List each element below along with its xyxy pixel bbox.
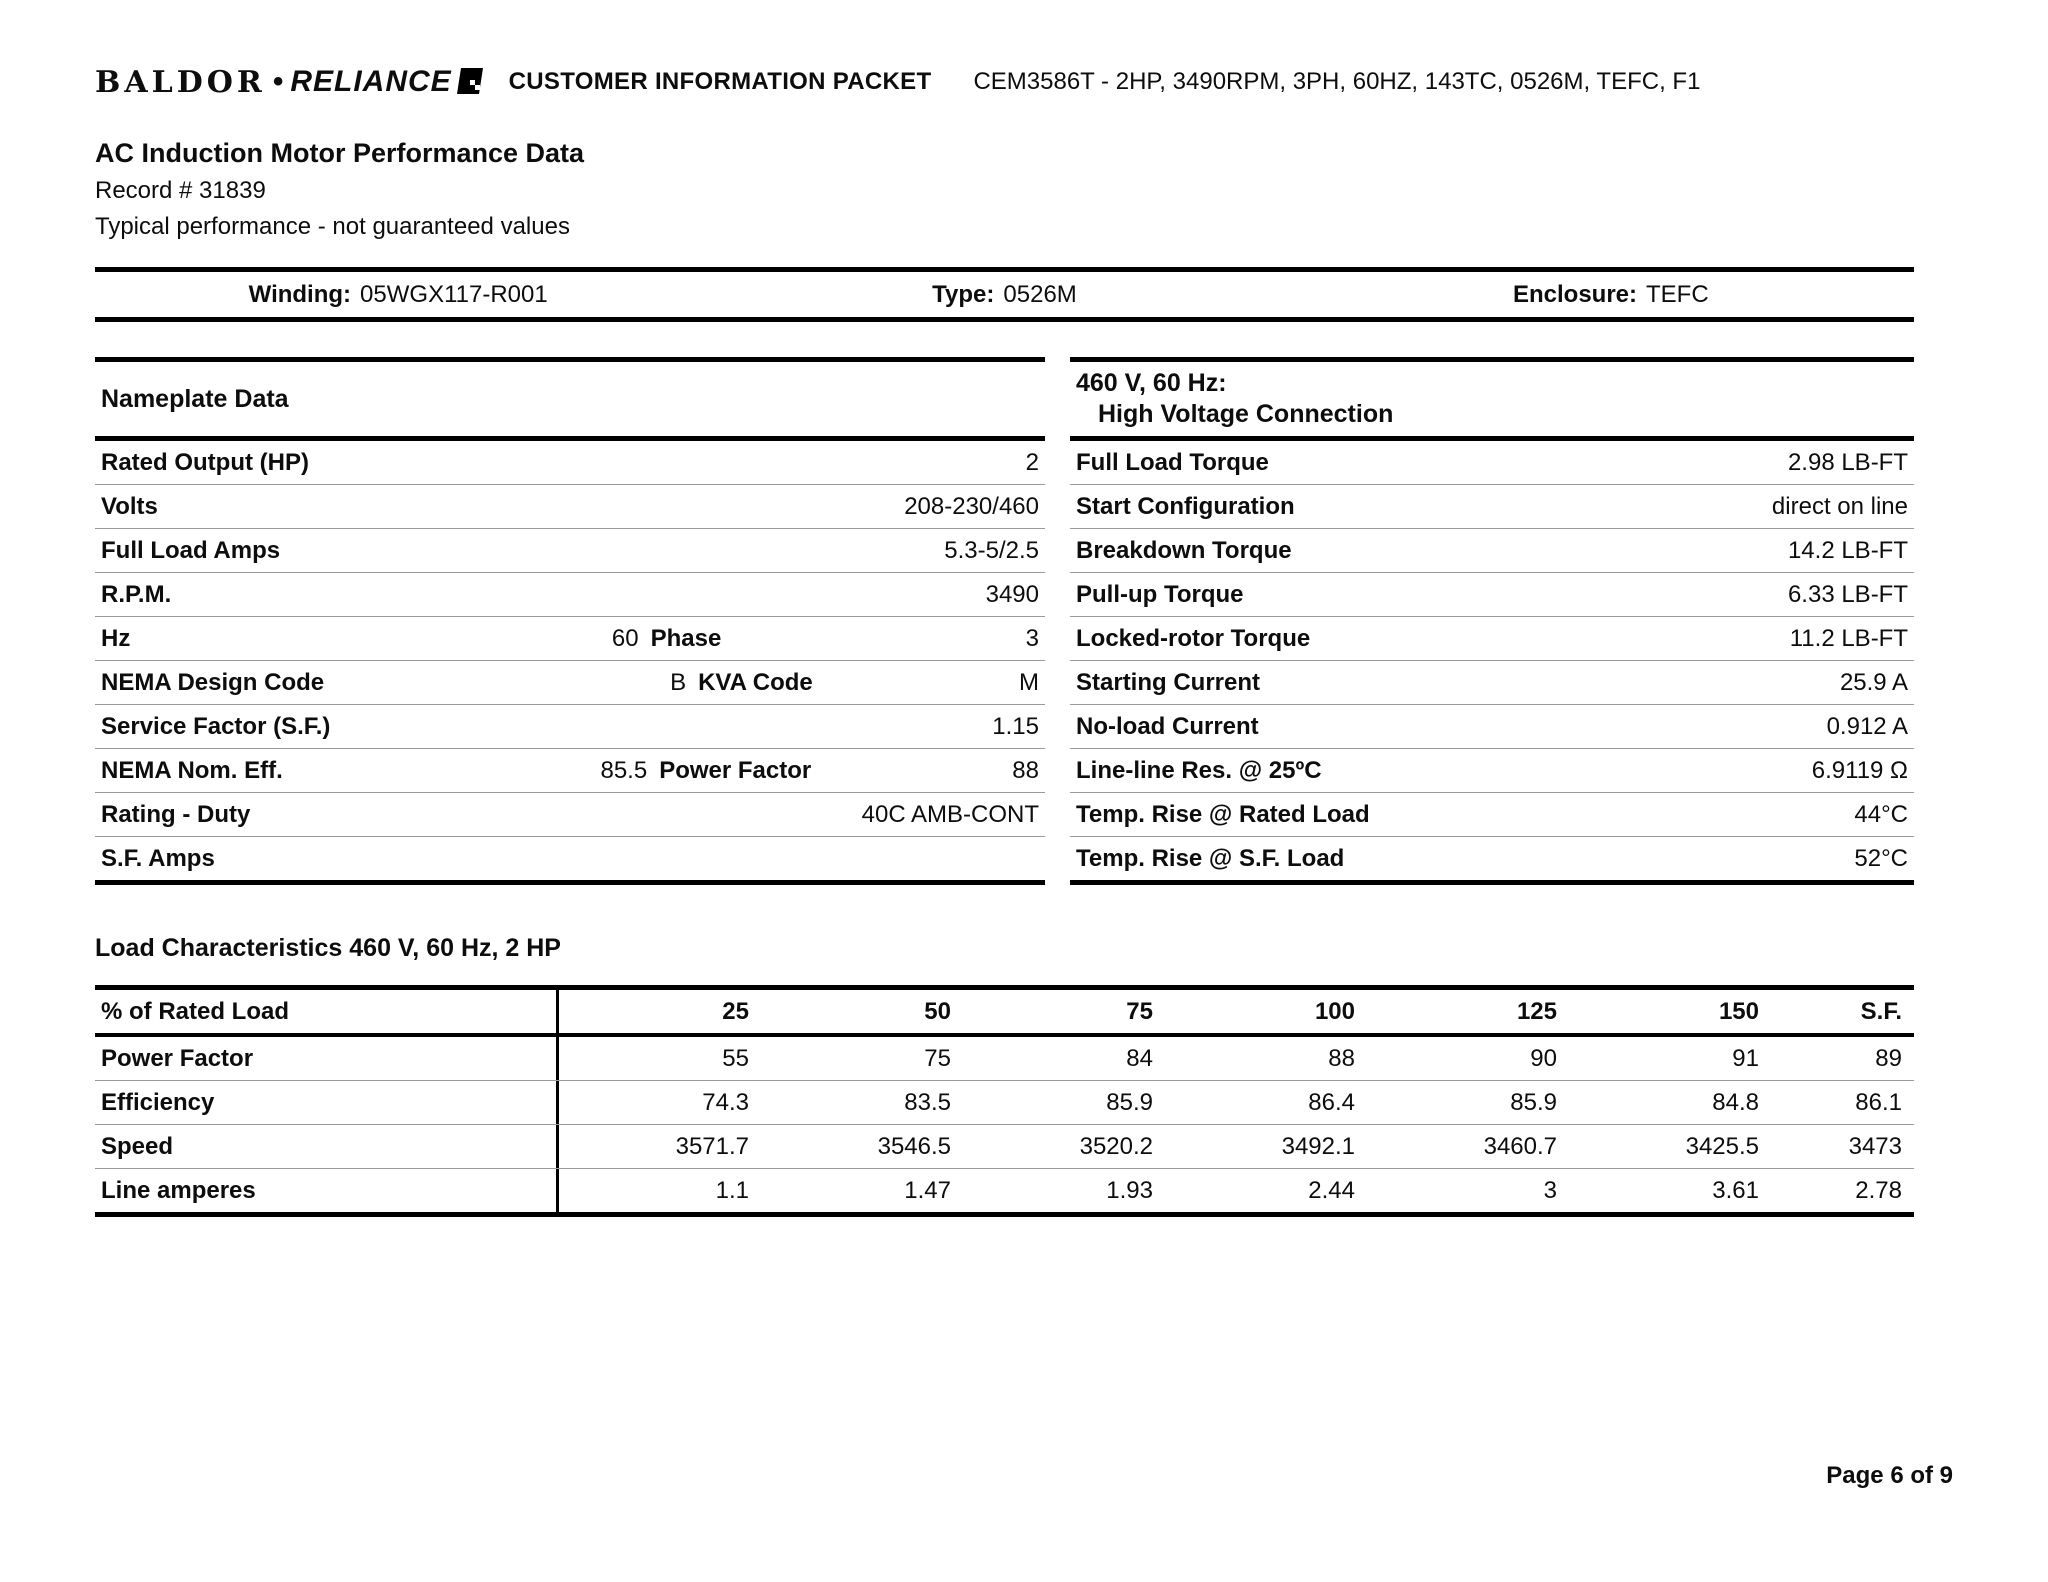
cell-value: 85.9: [1106, 1088, 1153, 1116]
column-header: S.F.: [1860, 997, 1902, 1025]
cell-value: 2.78: [1855, 1176, 1902, 1204]
field-label: Hz: [101, 624, 131, 652]
cell-value: 3492.1: [1281, 1132, 1355, 1160]
field-label: Service Factor (S.F.): [101, 712, 331, 740]
performance-table-header: [1070, 362, 1914, 441]
type-cell: [701, 281, 1307, 309]
row-label: Line amperes: [95, 1169, 559, 1212]
field-label: Line-line Res. @ 25ºC: [1076, 756, 1322, 784]
field-value: 6.9119 Ω: [1811, 756, 1908, 784]
field-label: KVA Code: [698, 668, 813, 696]
field-value: 14.2 LB-FT: [1787, 536, 1908, 564]
winding-cell: [95, 281, 701, 309]
column-header: 100: [1314, 997, 1355, 1025]
cell-value: 3520.2: [1079, 1132, 1153, 1160]
voltage-header-line1: 460 V, 60 Hz:: [1076, 369, 1227, 397]
field-value: 5.3-5/2.5: [944, 536, 1039, 564]
load-table-header-row: [95, 990, 1914, 1037]
field-value: 25.9 A: [1839, 668, 1908, 696]
page-title: AC Induction Motor Performance Data: [95, 138, 585, 168]
field-label: Temp. Rise @ S.F. Load: [1076, 844, 1345, 872]
nameplate-table-header: Nameplate Data: [95, 362, 1045, 441]
field-value: 88: [1012, 756, 1039, 784]
field-label: Volts: [101, 492, 158, 520]
table-row: [1070, 793, 1914, 837]
enclosure-label: Enclosure:: [1512, 280, 1637, 308]
table-row: [95, 529, 1045, 573]
type-value: 0526M: [1003, 280, 1077, 308]
table-row: [95, 441, 1045, 485]
field-label: Phase: [650, 624, 722, 652]
cell-value: 91: [1732, 1044, 1759, 1072]
table-row: [1070, 661, 1914, 705]
table-row: [1070, 705, 1914, 749]
table-row: [1070, 485, 1914, 529]
row-label: Efficiency: [95, 1081, 559, 1124]
document-header: [95, 60, 1953, 104]
winding-value: 05WGX117-R001: [360, 280, 548, 308]
cell-value: 3.61: [1712, 1176, 1759, 1204]
cell-value: 83.5: [904, 1088, 951, 1116]
row-label: Speed: [95, 1125, 559, 1168]
cell-value: 2.44: [1308, 1176, 1355, 1204]
cell-value: 90: [1530, 1044, 1557, 1072]
table-row: [95, 1081, 1914, 1125]
table-row: [95, 485, 1045, 529]
type-label: Type:: [932, 280, 995, 308]
field-value: B: [670, 668, 687, 696]
field-label: Power Factor: [659, 756, 812, 784]
cell-value: 55: [722, 1044, 749, 1072]
record-number: Record # 31839: [95, 177, 266, 204]
field-label: No-load Current: [1076, 712, 1259, 740]
table-row: [1070, 617, 1914, 661]
voltage-header-line2: High Voltage Connection: [1098, 400, 1394, 428]
field-label: Start Configuration: [1076, 492, 1295, 520]
cell-value: 74.3: [702, 1088, 749, 1116]
load-characteristics-table: [95, 985, 1914, 1217]
field-value: M: [1019, 668, 1039, 696]
cell-value: 3571.7: [675, 1132, 749, 1160]
reliance-flag-icon: [457, 66, 483, 99]
cell-value: 3546.5: [877, 1132, 951, 1160]
data-tables: [95, 357, 1914, 885]
table-row: [95, 1125, 1914, 1169]
model-spec: CEM3586T - 2HP, 3490RPM, 3PH, 60HZ, 143TC, 0526M, TEFC, F1: [973, 68, 1701, 95]
field-value: 2.98 LB-FT: [1787, 448, 1908, 476]
field-value: 60: [611, 624, 639, 652]
table-row: [1070, 529, 1914, 573]
cell-value: 3473: [1848, 1132, 1902, 1160]
winding-label: Winding:: [248, 280, 352, 308]
field-value: 40C AMB-CONT: [861, 800, 1039, 828]
field-value: 11.2 LB-FT: [1789, 624, 1908, 652]
cell-value: 84.8: [1712, 1088, 1759, 1116]
cell-value: 89: [1875, 1044, 1902, 1072]
table-row: [1070, 573, 1914, 617]
packet-title: CUSTOMER INFORMATION PACKET: [508, 68, 932, 95]
page-number: Page 6 of 9: [1826, 1462, 1953, 1489]
table-row: [95, 661, 1045, 705]
field-value: 2: [1025, 448, 1039, 476]
field-value: 52°C: [1854, 844, 1908, 872]
field-label: R.P.M.: [101, 580, 172, 608]
column-header: 75: [1126, 997, 1153, 1025]
table-row: [95, 1169, 1914, 1212]
field-value: 3: [1025, 624, 1039, 652]
field-label: NEMA Design Code: [101, 668, 325, 696]
table-row: [95, 617, 1045, 661]
column-header: 150: [1718, 997, 1759, 1025]
enclosure-cell: [1308, 281, 1914, 309]
title-block: [95, 138, 1953, 241]
enclosure-value: TEFC: [1646, 280, 1709, 308]
cell-value: 1.47: [904, 1176, 951, 1204]
field-label: Pull-up Torque: [1076, 580, 1244, 608]
field-value: 44°C: [1854, 800, 1908, 828]
field-value: 6.33 LB-FT: [1787, 580, 1908, 608]
cell-value: 3: [1543, 1176, 1557, 1204]
load-characteristics-heading: Load Characteristics 460 V, 60 Hz, 2 HP: [95, 934, 561, 962]
table-row: [1070, 837, 1914, 880]
disclaimer-note: Typical performance - not guaranteed values: [95, 213, 570, 240]
table-row: [95, 1037, 1914, 1081]
field-label: Full Load Amps: [101, 536, 281, 564]
table-row: [1070, 441, 1914, 485]
table-row: [95, 837, 1045, 880]
cell-value: 86.1: [1855, 1088, 1902, 1116]
cell-value: 86.4: [1308, 1088, 1355, 1116]
table-row: [95, 749, 1045, 793]
table-row: [95, 705, 1045, 749]
cell-value: 1.1: [715, 1176, 749, 1204]
field-label: Rated Output (HP): [101, 448, 309, 476]
nameplate-table: [95, 357, 1045, 885]
row-label: Power Factor: [95, 1037, 559, 1080]
logo-separator-dot: •: [272, 65, 284, 98]
field-value: 1.15: [992, 712, 1039, 740]
cell-value: 1.93: [1106, 1176, 1153, 1204]
table-row: [1070, 749, 1914, 793]
table-row: [95, 793, 1045, 837]
cell-value: 3425.5: [1685, 1132, 1759, 1160]
winding-bar: [95, 267, 1914, 322]
field-label: Full Load Torque: [1076, 448, 1269, 476]
performance-table: [1070, 357, 1914, 885]
reliance-logo-text: RELIANCE: [290, 65, 452, 98]
cell-value: 3460.7: [1483, 1132, 1557, 1160]
field-label: Locked-rotor Torque: [1076, 624, 1311, 652]
column-header: 25: [722, 997, 749, 1025]
brand-logo: [95, 65, 483, 100]
column-header: 125: [1516, 997, 1557, 1025]
field-label: S.F. Amps: [101, 844, 215, 872]
cell-value: 84: [1126, 1044, 1153, 1072]
field-value: 3490: [985, 580, 1039, 608]
cell-value: 85.9: [1510, 1088, 1557, 1116]
baldor-logo-text: BALDOR: [95, 64, 266, 100]
cell-value: 88: [1328, 1044, 1355, 1072]
field-label: NEMA Nom. Eff.: [101, 756, 283, 784]
field-label: Breakdown Torque: [1076, 536, 1292, 564]
field-value: 0.912 A: [1826, 712, 1908, 740]
field-label: Temp. Rise @ Rated Load: [1076, 800, 1370, 828]
field-value: 85.5: [600, 756, 648, 784]
column-header-label: % of Rated Load: [95, 990, 559, 1033]
column-header: 50: [924, 997, 951, 1025]
cell-value: 75: [924, 1044, 951, 1072]
field-label: Rating - Duty: [101, 800, 251, 828]
field-value: 208-230/460: [904, 492, 1039, 520]
field-value: direct on line: [1771, 492, 1908, 520]
field-label: Starting Current: [1076, 668, 1261, 696]
table-row: [95, 573, 1045, 617]
